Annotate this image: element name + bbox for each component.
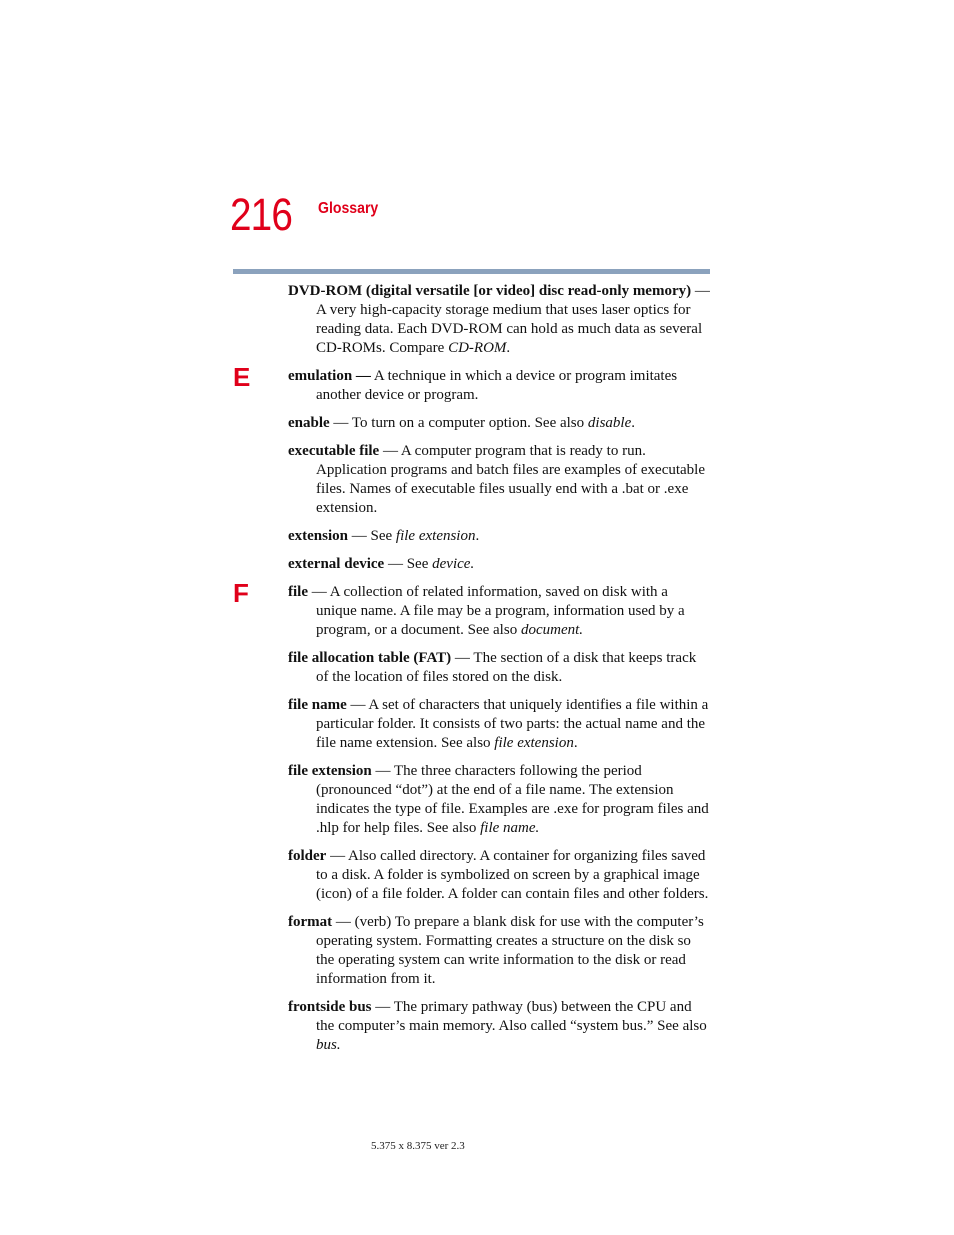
entry-definition: The primary pathway (bus) between the CPU and the computer’s main memory. Also called “system bus.” See also xyxy=(316,999,707,1034)
cross-reference: device. xyxy=(432,556,475,572)
entry-definition: (verb) To prepare a blank disk for use with the computer’s operating system. Formatting creates a structure on the disk so the operating system can write information to the disk or read information from it. xyxy=(316,914,704,987)
glossary-term: file allocation table (FAT) xyxy=(288,650,452,666)
header-rule xyxy=(233,269,710,274)
glossary-term: folder xyxy=(288,848,327,864)
glossary-term: file name xyxy=(288,697,347,713)
cross-reference: document. xyxy=(520,622,584,638)
page-footer: 5.375 x 8.375 ver 2.3 xyxy=(371,1140,465,1152)
glossary-entry-file-extension xyxy=(288,762,710,838)
entry-separator: — xyxy=(332,914,355,930)
glossary-entry-emulation xyxy=(233,362,710,405)
entry-tail: . xyxy=(631,415,635,431)
entry-definition: The section of a disk that keeps track of the location of files stored on the disk. xyxy=(316,650,697,685)
entry-separator: — xyxy=(326,848,349,864)
entry-separator: — xyxy=(379,443,401,459)
glossary-entries xyxy=(233,282,710,1064)
glossary-entry-file-name xyxy=(288,696,710,753)
glossary-entry-extension xyxy=(288,527,710,546)
entry-separator: — xyxy=(371,763,394,779)
glossary-entry-format xyxy=(288,913,710,989)
entry-definition: A technique in which a device or program imitates another device or program. xyxy=(316,368,678,403)
glossary-entry-executable-file xyxy=(288,442,710,518)
entry-separator: — xyxy=(348,528,371,544)
entry-definition: A very high-capacity storage medium that uses laser optics for reading data. Each DVD-ROM can hold as much data as several CD-ROMs. Compare xyxy=(316,302,703,356)
entry-definition: Also called directory. A container for organizing files saved to a disk. A folder is symbolized on screen by a graphical image (icon) of a file folder. A folder can contain files and other folders. xyxy=(316,848,709,902)
entry-tail: . xyxy=(506,340,511,356)
glossary-entry-dvd-rom xyxy=(288,282,710,358)
cross-reference: disable xyxy=(587,415,632,431)
entry-definition: See xyxy=(406,556,433,572)
glossary-term: executable file xyxy=(288,443,380,459)
entry-definition: A computer program that is ready to run. Application programs and batch files are examples of executable files. Names of executable files usually end with a .bat or .exe extension. xyxy=(316,443,706,516)
glossary-entry-file xyxy=(233,578,710,640)
entry-separator: — xyxy=(308,584,330,600)
glossary-term: emulation — xyxy=(288,368,371,384)
entry-definition: See xyxy=(370,528,396,544)
section-letter-marker: F xyxy=(233,578,249,608)
cross-reference: bus. xyxy=(316,1037,341,1053)
section-title: Glossary xyxy=(318,200,379,217)
section-letter-marker: E xyxy=(233,362,251,392)
cross-reference: file extension xyxy=(494,735,574,751)
glossary-term: format xyxy=(288,914,333,930)
entry-definition: A collection of related information, saved on disk with a unique name. A file may be a program, information used by a program, or a document. See also xyxy=(316,584,685,638)
entry-separator: — xyxy=(384,556,407,572)
glossary-entry-folder xyxy=(288,847,710,904)
glossary-term: DVD-ROM (digital versatile [or video] disc read-only memory) xyxy=(288,283,692,299)
glossary-entry-file-allocation-table xyxy=(288,649,710,687)
cross-reference: file name. xyxy=(480,820,540,836)
entry-tail: . xyxy=(573,735,578,751)
entry-definition: The three characters following the period (pronounced “dot”) at the end of a file name. The extension indicates the type of file. Examples are .exe for program files and .hlp for help files. See also xyxy=(316,763,709,836)
glossary-term: file extension xyxy=(288,763,372,779)
glossary-entry-enable xyxy=(288,414,710,433)
entry-separator: — xyxy=(346,697,369,713)
glossary-term: file xyxy=(288,584,308,600)
glossary-entry-external-device xyxy=(288,555,710,574)
entry-separator: — xyxy=(451,650,474,666)
entry-tail: . xyxy=(475,528,480,544)
glossary-term: frontside bus xyxy=(288,999,372,1015)
cross-reference: CD-ROM xyxy=(448,340,507,356)
entry-definition: A set of characters that uniquely identifies a file within a particular folder. It consists of two parts: the actual name and the file name extension. See also xyxy=(316,697,709,751)
entry-definition: To turn on a computer option. See also xyxy=(351,415,588,431)
entry-separator: — xyxy=(371,999,394,1015)
cross-reference: file extension xyxy=(395,528,476,544)
glossary-term: external device xyxy=(288,556,385,572)
glossary-term: enable xyxy=(288,415,330,431)
glossary-entry-frontside-bus xyxy=(288,998,710,1055)
entry-separator: — xyxy=(691,283,710,299)
entry-separator: — xyxy=(329,415,352,431)
page-number: 216 xyxy=(230,189,293,240)
glossary-term: extension xyxy=(288,528,348,544)
